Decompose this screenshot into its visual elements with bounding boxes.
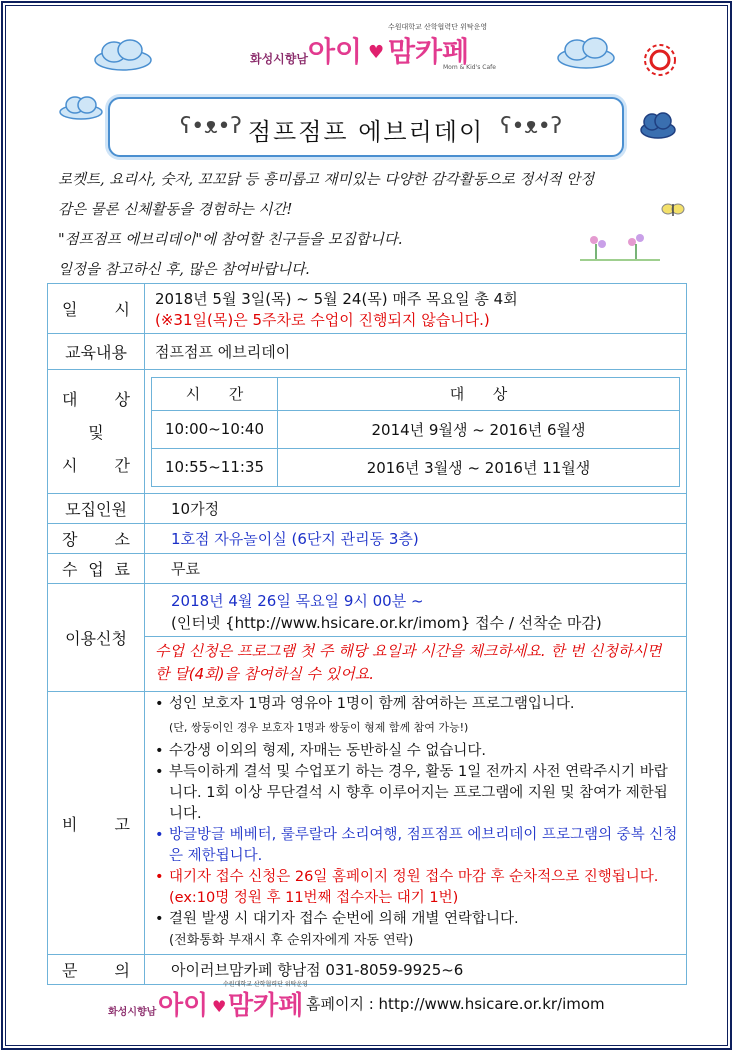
schedule-notice: (※31일(목)은 5주차로 수업이 진행되지 않습니다.) [155,310,490,329]
label-recruit: 모집인원 [48,494,145,524]
footer-logo [108,981,308,1025]
list-item: • 수강생 이외의 형제, 자매는 동반하실 수 없습니다. [153,741,678,762]
title-banner [108,97,624,157]
table-row-content [48,334,687,370]
session-row [152,448,680,486]
heart-icon: ♥ [212,997,227,1016]
label-apply: 이용신청 [48,584,145,692]
apply-note: 수업 신청은 프로그램 첫 주 해당 요일과 시간을 체크하세요. 한 번 신청하시면 한 달(4회)을 참여하실 수 있어요. [155,642,662,683]
table-row-apply [48,584,687,692]
intro-line: 감은 물론 신체활동을 경험하는 시간! [58,202,293,218]
target-cell [145,370,687,494]
list-item: • 부득이하게 결석 및 수업포기 하는 경우, 활동 1일 전까지 사전 연락주시기 바랍니다. 1회 이상 무단결석 시 향후 이루어지는 프로그램에 지원 및 참여가 제한됩니다. [153,762,678,825]
session-table [151,377,680,487]
table-row-recruit [48,494,687,524]
cloud-icon [92,38,154,72]
schedule-value [145,284,687,334]
footer-logo-city-text: 화성시향남 [108,1007,157,1018]
cafe-logo [248,20,498,72]
content-value: 점프점프 에브리데이 [145,334,687,370]
session-time: 10:55~11:35 [152,448,278,486]
table-row-target [48,370,687,494]
teddy-bear-icon: ʕ•ᴥ•ʔ [500,114,562,139]
heart-icon: ♥ [368,42,385,63]
table-row-schedule [48,284,687,334]
intro-line: "점프점프 에브리데이"에 참여할 친구들을 모집합니다. [58,232,403,248]
label-contact: 문 의 [48,955,145,985]
apply-method: (인터넷 {http://www.hsicare.or.kr/imom} 접수 / 선착순 마감) [171,614,602,632]
fee-value: 무료 [145,554,687,584]
table-row-fee [48,554,687,584]
label-content: 교육내용 [48,334,145,370]
footer-logo-mam-text: 맘카페 [228,991,304,1021]
page-title: 점프점프 에브리데이 [247,118,485,146]
logo-ai-text: 아이 [308,35,363,68]
apply-start: 2018년 4월 26일 목요일 9시 00분 ~ [171,592,424,610]
apply-cell [145,584,687,692]
list-item: • 대기자 접수 신청은 26일 홈페이지 정원 접수 마감 후 순차적으로 진행됩니다.(ex:10명 정원 후 11번째 접수자는 대기 1번) [153,867,678,909]
label-fee: 수 업 료 [48,554,145,584]
logo-city-text: 화성시향남 [250,52,308,66]
logo-small-text: 수원대학교 산학협력단 위탁운영 [388,23,488,31]
cloud-icon [638,110,678,140]
session-header-row [152,377,680,410]
cloud-icon [555,36,617,70]
list-item-sub: (단, 쌍둥이인 경우 보호자 1명과 쌍둥이 형제 함께 참여 가능!) [169,721,469,734]
header-target: 대 상 [278,377,680,410]
logo-sub-text: Mom & Kid's Cafe [443,64,496,71]
remarks-list [145,694,686,952]
list-item: • 방글방글 베베터, 룰루랄라 소리여행, 점프점프 에브리데이 프로그램의 중복 신청은 제한됩니다. [153,825,678,867]
contact-value: 아이러브맘카페 향남점 031-8059-9925~6 [145,955,687,985]
list-item-sub: (전화통화 부재시 후 순위자에게 자동 연락) [169,933,414,948]
label-place: 장 소 [48,524,145,554]
session-target: 2016년 3월생 ~ 2016년 11월생 [278,448,680,486]
recruit-value: 10가정 [145,494,687,524]
intro-line: 일정을 참고하신 후, 많은 참여바랍니다. [58,262,310,278]
session-row [152,410,680,448]
table-row-place [48,524,687,554]
list-item: • 성인 보호자 1명과 영유아 1명이 함께 참여하는 프로그램입니다. [153,694,678,715]
cloud-icon [57,95,105,121]
info-table [47,283,687,985]
label-schedule: 일 시 [48,284,145,334]
label-target: 대 상 및 시 간 [48,370,145,494]
footer-logo-small-text: 수원대학교 산학협력단 위탁운영 [223,981,308,988]
teddy-bear-icon: ʕ•ᴥ•ʔ [180,114,242,139]
header-time: 시 간 [152,377,278,410]
sun-icon [640,40,680,80]
footer-logo-ai-text: 아이 [158,991,209,1021]
intro-text [58,165,688,285]
homepage-link[interactable]: 홈페이지 : http://www.hsicare.or.kr/imom [306,995,605,1013]
label-remarks: 비 고 [48,692,145,955]
session-target: 2014년 9월생 ~ 2016년 6월생 [278,410,680,448]
list-item: • 결원 발생 시 대기자 접수 순번에 의해 개별 연락합니다. [153,909,678,930]
schedule-dates: 2018년 5월 3일(목) ~ 5월 24(목) 매주 목요일 총 4회 [155,289,518,308]
table-row-contact [48,955,687,985]
session-time: 10:00~10:40 [152,410,278,448]
place-value: 1호점 자유놀이실 (6단지 관리동 3층) [145,524,687,554]
logo-mam-text: 맘카페 [388,35,470,68]
remarks-cell [145,692,687,955]
intro-line: 로켓트, 요리사, 숫자, 꼬꼬닭 등 흥미롭고 재미있는 다양한 감각활동으로 정서적 안정 [58,172,595,188]
table-row-remarks [48,692,687,955]
